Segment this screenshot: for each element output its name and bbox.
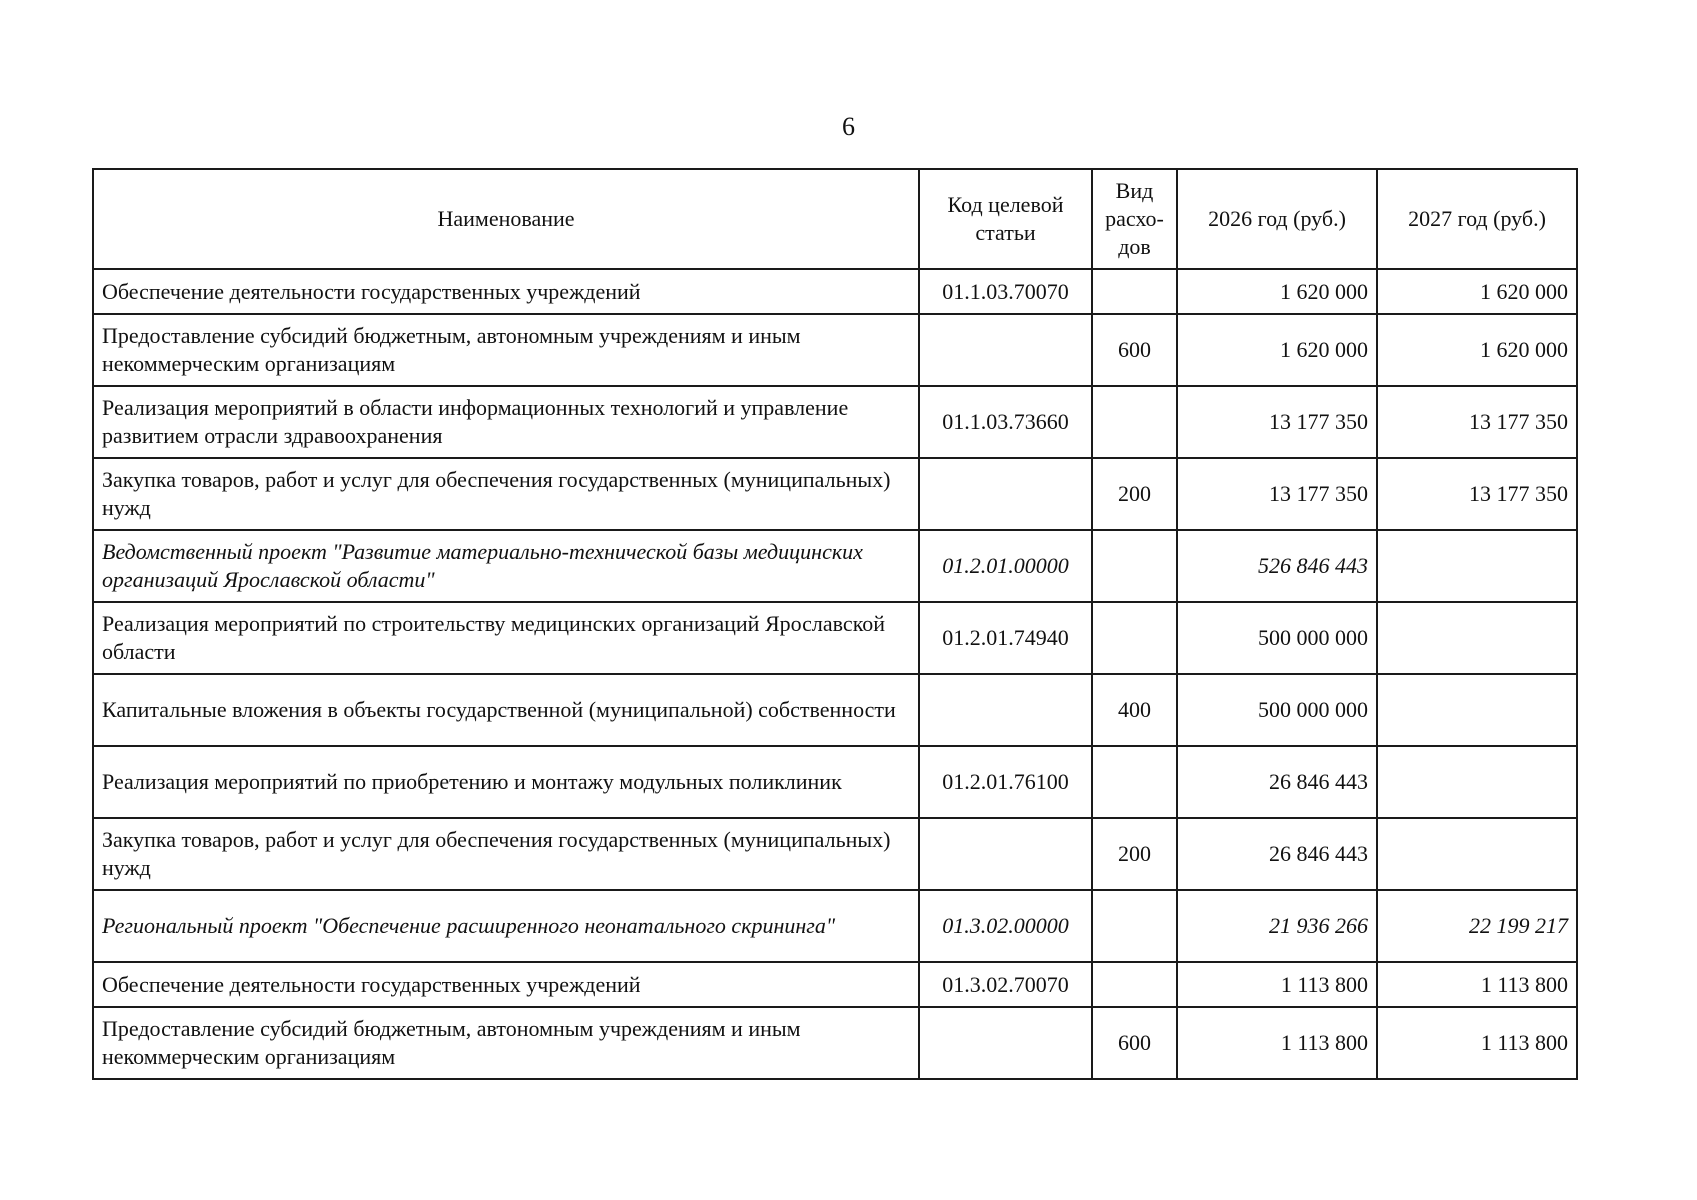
row-2027: 13 177 350 bbox=[1377, 458, 1577, 530]
row-vid bbox=[1092, 386, 1177, 458]
table-row bbox=[93, 602, 1577, 674]
row-2027 bbox=[1377, 818, 1577, 890]
row-vid bbox=[1092, 890, 1177, 962]
row-vid: 600 bbox=[1092, 1007, 1177, 1079]
row-2026: 26 846 443 bbox=[1177, 746, 1377, 818]
row-2027 bbox=[1377, 674, 1577, 746]
table-row bbox=[93, 1007, 1577, 1079]
row-code bbox=[919, 458, 1092, 530]
row-name: Реализация мероприятий в области информационных технологий и управление развитием отрасли здравоохранения bbox=[93, 386, 919, 458]
header-code: Код целевой статьи bbox=[919, 169, 1092, 269]
row-name: Закупка товаров, работ и услуг для обеспечения государственных (муниципальных) нужд bbox=[93, 818, 919, 890]
table-row bbox=[93, 458, 1577, 530]
row-2026: 13 177 350 bbox=[1177, 386, 1377, 458]
header-name: Наименование bbox=[93, 169, 919, 269]
row-2026: 1 620 000 bbox=[1177, 314, 1377, 386]
row-2026: 1 113 800 bbox=[1177, 1007, 1377, 1079]
table-row bbox=[93, 674, 1577, 746]
row-code bbox=[919, 674, 1092, 746]
row-name: Обеспечение деятельности государственных учреждений bbox=[93, 269, 919, 314]
row-code: 01.1.03.73660 bbox=[919, 386, 1092, 458]
row-name: Региональный проект "Обеспечение расширенного неонатального скрининга" bbox=[93, 890, 919, 962]
row-vid bbox=[1092, 530, 1177, 602]
row-2027 bbox=[1377, 602, 1577, 674]
row-code bbox=[919, 818, 1092, 890]
row-2026: 21 936 266 bbox=[1177, 890, 1377, 962]
row-2027: 1 113 800 bbox=[1377, 1007, 1577, 1079]
table-row bbox=[93, 530, 1577, 602]
row-2027: 13 177 350 bbox=[1377, 386, 1577, 458]
row-code: 01.3.02.70070 bbox=[919, 962, 1092, 1007]
row-code: 01.2.01.00000 bbox=[919, 530, 1092, 602]
row-vid: 200 bbox=[1092, 458, 1177, 530]
row-name: Реализация мероприятий по строительству медицинских организаций Ярославской области bbox=[93, 602, 919, 674]
row-vid bbox=[1092, 269, 1177, 314]
row-2026: 500 000 000 bbox=[1177, 674, 1377, 746]
table-row bbox=[93, 890, 1577, 962]
row-2026: 1 113 800 bbox=[1177, 962, 1377, 1007]
header-2027: 2027 год (руб.) bbox=[1377, 169, 1577, 269]
row-name: Капитальные вложения в объекты государственной (муниципальной) собственности bbox=[93, 674, 919, 746]
header-vid: Вид расхо-дов bbox=[1092, 169, 1177, 269]
row-vid: 200 bbox=[1092, 818, 1177, 890]
row-vid bbox=[1092, 602, 1177, 674]
row-name: Предоставление субсидий бюджетным, автономным учреждениям и иным некоммерческим организациям bbox=[93, 1007, 919, 1079]
table-row bbox=[93, 314, 1577, 386]
row-code bbox=[919, 1007, 1092, 1079]
row-2027: 1 620 000 bbox=[1377, 269, 1577, 314]
row-name: Ведомственный проект "Развитие материально-технической базы медицинских организаций Ярославской области" bbox=[93, 530, 919, 602]
row-vid: 400 bbox=[1092, 674, 1177, 746]
table-row bbox=[93, 386, 1577, 458]
row-code bbox=[919, 314, 1092, 386]
table-row bbox=[93, 818, 1577, 890]
table-row bbox=[93, 269, 1577, 314]
table-header-row bbox=[93, 169, 1577, 269]
row-vid: 600 bbox=[1092, 314, 1177, 386]
row-vid bbox=[1092, 746, 1177, 818]
row-name: Предоставление субсидий бюджетным, автономным учреждениям и иным некоммерческим организациям bbox=[93, 314, 919, 386]
table-row bbox=[93, 962, 1577, 1007]
header-2026: 2026 год (руб.) bbox=[1177, 169, 1377, 269]
row-2026: 500 000 000 bbox=[1177, 602, 1377, 674]
budget-table bbox=[92, 168, 1578, 1080]
row-2027: 22 199 217 bbox=[1377, 890, 1577, 962]
table-row bbox=[93, 746, 1577, 818]
row-2026: 26 846 443 bbox=[1177, 818, 1377, 890]
row-2027 bbox=[1377, 746, 1577, 818]
row-code: 01.3.02.00000 bbox=[919, 890, 1092, 962]
row-code: 01.2.01.76100 bbox=[919, 746, 1092, 818]
row-name: Закупка товаров, работ и услуг для обеспечения государственных (муниципальных) нужд bbox=[93, 458, 919, 530]
row-vid bbox=[1092, 962, 1177, 1007]
row-name: Обеспечение деятельности государственных учреждений bbox=[93, 962, 919, 1007]
row-name: Реализация мероприятий по приобретению и монтажу модульных поликлиник bbox=[93, 746, 919, 818]
row-code: 01.1.03.70070 bbox=[919, 269, 1092, 314]
row-2027 bbox=[1377, 530, 1577, 602]
row-code: 01.2.01.74940 bbox=[919, 602, 1092, 674]
row-2026: 13 177 350 bbox=[1177, 458, 1377, 530]
row-2026: 1 620 000 bbox=[1177, 269, 1377, 314]
row-2027: 1 620 000 bbox=[1377, 314, 1577, 386]
row-2027: 1 113 800 bbox=[1377, 962, 1577, 1007]
row-2026: 526 846 443 bbox=[1177, 530, 1377, 602]
page-number: 6 bbox=[842, 112, 855, 141]
